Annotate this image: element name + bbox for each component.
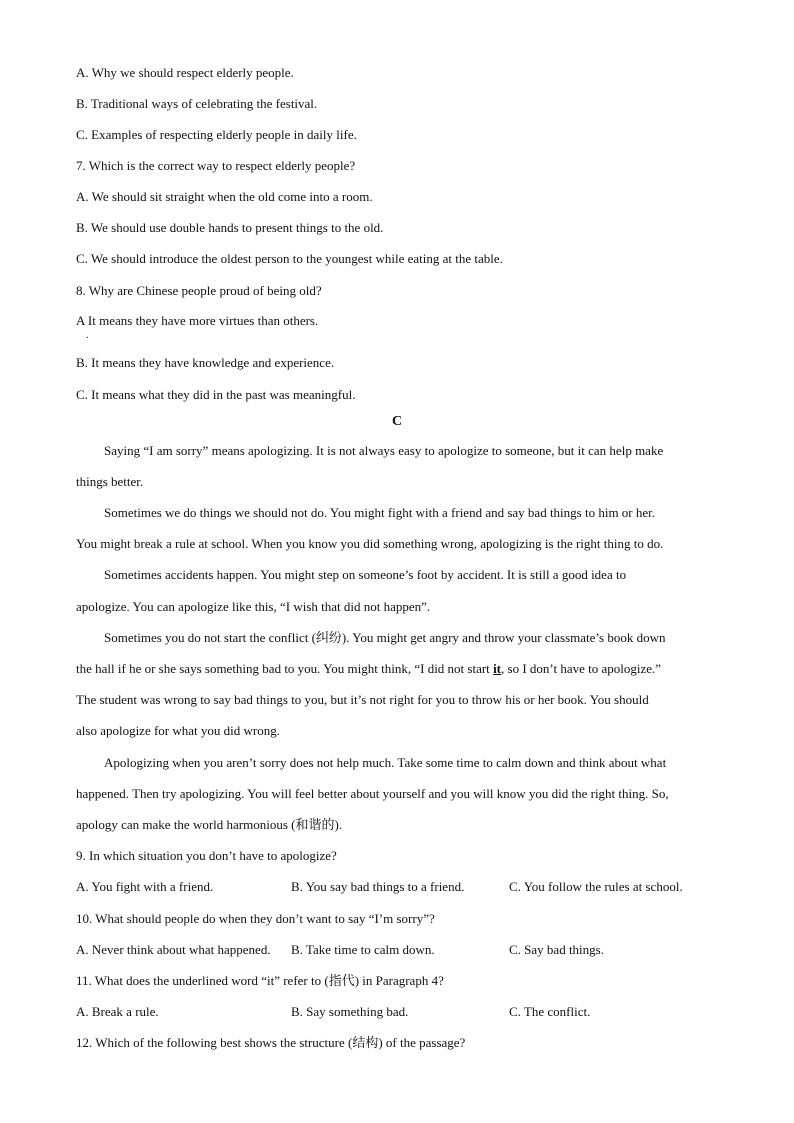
passage-p3-line1: Sometimes accidents happen. You might step on someone’s foot by accident. It is still a good idea to xyxy=(104,567,627,582)
q10-option-a: A. Never think about what happened. xyxy=(76,942,271,957)
q8-question: 8. Why are Chinese people proud of being old? xyxy=(76,283,322,298)
passage-p5-line2: happened. Then try apologizing. You will feel better about yourself and you will know you did the right thing. So, xyxy=(76,786,669,801)
passage-p5-line3: apology can make the world harmonious (和谐的). xyxy=(76,817,343,832)
q9-option-b: B. You say bad things to a friend. xyxy=(291,879,465,894)
section-heading: C xyxy=(391,414,403,429)
passage-p2-line1: Sometimes we do things we should not do. You might fight with a friend and say bad things to him or her. xyxy=(104,505,656,520)
q9-question: 9. In which situation you don’t have to apologize? xyxy=(76,848,337,863)
q7-option-b: B. We should use double hands to present things to the old. xyxy=(76,220,384,235)
q8-option-c: C. It means what they did in the past was meaningful. xyxy=(76,387,356,402)
q7-option-c: C. We should introduce the oldest person to the youngest while eating at the table. xyxy=(76,251,503,266)
passage-p4-line2-start: the hall if he or she says something bad to you. You might think, “I did not start xyxy=(76,661,494,676)
q8-option-b: B. It means they have knowledge and experience. xyxy=(76,355,335,370)
passage-p2-line2: You might break a rule at school. When you know you did something wrong, apologizing is the right thing to do. xyxy=(76,536,664,551)
q11-option-a: A. Break a rule. xyxy=(76,1004,159,1019)
passage-p4-line1: Sometimes you do not start the conflict (纠纷). You might get angry and throw your classmate’s book down xyxy=(104,630,666,645)
q6-option-a: A. Why we should respect elderly people. xyxy=(76,65,294,80)
q8-option-a: A It means they have more virtues than others. xyxy=(76,313,319,328)
q9-option-c: C. You follow the rules at school. xyxy=(509,879,683,894)
passage-p1-line2: things better. xyxy=(76,474,144,489)
q7-question: 7. Which is the correct way to respect elderly people? xyxy=(76,158,356,173)
stray-dot-mark: . xyxy=(86,330,89,341)
passage-p5-line1: Apologizing when you aren’t sorry does not help much. Take some time to calm down and think about what xyxy=(104,755,667,770)
q6-option-b: B. Traditional ways of celebrating the festival. xyxy=(76,96,318,111)
passage-p4-line2-end: , so I don’t have to apologize.” xyxy=(501,661,662,676)
passage-p1-line1: Saying “I am sorry” means apologizing. It is not always easy to apologize to someone, but it can help make xyxy=(104,443,664,458)
q10-option-b: B. Take time to calm down. xyxy=(291,942,435,957)
passage-p4-line2 xyxy=(76,661,661,677)
underlined-word-it: it xyxy=(493,661,502,676)
q10-option-c: C. Say bad things. xyxy=(509,942,604,957)
q12-question: 12. Which of the following best shows the structure (结构) of the passage? xyxy=(76,1035,466,1050)
q11-option-b: B. Say something bad. xyxy=(291,1004,409,1019)
q11-question: 11. What does the underlined word “it” refer to (指代) in Paragraph 4? xyxy=(76,973,444,988)
passage-p4-line4: also apologize for what you did wrong. xyxy=(76,723,280,738)
q7-option-a: A. We should sit straight when the old come into a room. xyxy=(76,189,373,204)
passage-p4-line3: The student was wrong to say bad things to you, but it’s not right for you to throw his or her book. You should xyxy=(76,692,649,707)
q10-question: 10. What should people do when they don’t want to say “I’m sorry”? xyxy=(76,911,435,926)
passage-p3-line2: apologize. You can apologize like this, “I wish that did not happen”. xyxy=(76,599,431,614)
q9-option-a: A. You fight with a friend. xyxy=(76,879,214,894)
q11-option-c: C. The conflict. xyxy=(509,1004,591,1019)
q6-option-c: C. Examples of respecting elderly people in daily life. xyxy=(76,127,357,142)
